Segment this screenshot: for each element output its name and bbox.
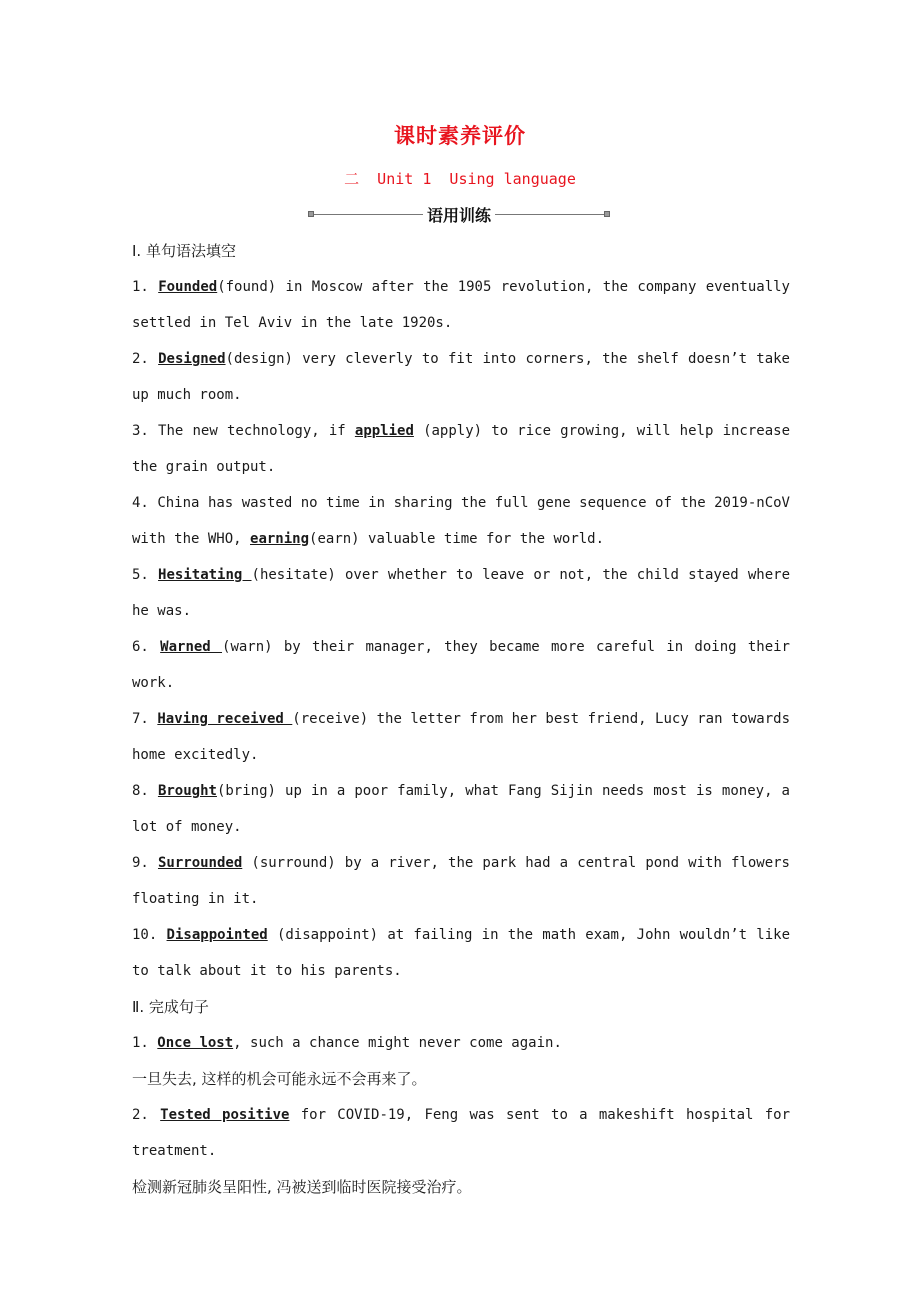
sentence-rest: for COVID-19, Feng was sent to a makeshift hospital for treatment. (132, 1107, 791, 1159)
question-number: 3. (132, 423, 149, 439)
sentence-2 (132, 1097, 790, 1169)
hint: (earn) (309, 531, 360, 547)
section-banner (308, 202, 610, 226)
question-6 (132, 629, 790, 701)
question-4 (132, 485, 790, 557)
question-number: 5. (132, 567, 149, 583)
sentence-rest: by their manager, they became more careful in doing their work. (132, 639, 790, 691)
hint: (warn) (222, 639, 273, 655)
question-9 (132, 845, 790, 917)
sentence-rest: , such a chance might never come again. (233, 1035, 562, 1051)
answer-blank: Once lost (157, 1035, 234, 1051)
hint: (hesitate) (251, 567, 336, 583)
hint: (bring) (216, 783, 276, 799)
hint: (disappoint) (267, 927, 379, 943)
answer-blank: Surrounded (157, 855, 243, 871)
question-1 (132, 269, 790, 341)
section2-heading: Ⅱ. 完成句子 (132, 998, 209, 1016)
answer-blank: Hesitating (158, 567, 252, 583)
answer-blank: applied (354, 423, 414, 439)
question-5 (132, 557, 790, 629)
answer-blank: earning (250, 531, 310, 547)
answer-blank: Disappointed (166, 927, 268, 943)
banner-right-line (495, 214, 604, 215)
question-number: 10. (132, 927, 158, 943)
sentence-1 (132, 1025, 790, 1061)
answer-blank: Having received (157, 711, 293, 727)
banner-label: 语用训练 (427, 205, 492, 225)
hint: (found) (217, 279, 277, 295)
hint: (apply) (413, 423, 483, 439)
question-3 (132, 413, 790, 485)
question-number: 9. (132, 855, 149, 871)
banner-left-line (314, 214, 423, 215)
question-8 (132, 773, 790, 845)
answer-blank: Warned (160, 639, 223, 655)
question-number: 8. (132, 783, 149, 799)
sentence-rest: up in a poor family, what Fang Sijin needs most is money, a lot of money. (132, 783, 790, 835)
question-number: 6. (132, 639, 149, 655)
sentence-rest: to rice growing, will help increase the grain output. (132, 423, 790, 475)
question-number: 1. (132, 1035, 149, 1051)
question-number: 4. (132, 495, 149, 511)
sentence-pre: China has wasted no time in sharing the full gene sequence of the 2019-nCoV with the WHO, (132, 495, 790, 547)
page-title: 课时素养评价 (394, 124, 526, 148)
sentence-rest: very cleverly to fit into corners, the shelf doesn’t take up much room. (132, 351, 790, 403)
banner-right-dot (604, 211, 610, 217)
sentence-pre: The new technology, if (158, 423, 355, 439)
sentence-rest: by a river, the park had a central pond with flowers floating in it. (132, 855, 790, 907)
question-10 (132, 917, 790, 989)
hint: (receive) (292, 711, 369, 727)
sentence-rest: the letter from her best friend, Lucy ran towards home excitedly. (132, 711, 791, 763)
answer-blank: Brought (157, 783, 217, 799)
unit-subtitle: 二 Unit 1 Using language (344, 170, 576, 188)
question-7 (132, 701, 790, 773)
answer-blank: Tested positive (160, 1107, 290, 1123)
sentence-rest: over whether to leave or not, the child stayed where he was. (132, 567, 790, 619)
answer-blank: Designed (158, 351, 226, 367)
section1-heading: Ⅰ. 单句语法填空 (132, 242, 236, 260)
question-2 (132, 341, 790, 413)
question-number: 2. (132, 1107, 149, 1123)
question-number: 7. (132, 711, 149, 727)
question-number: 2. (132, 351, 149, 367)
exercise-content (132, 233, 790, 1205)
sentence-rest: in Moscow after the 1905 revolution, the company eventually settled in Tel Aviv in the late 1920s. (132, 279, 790, 331)
sentence-1-translation: 一旦失去, 这样的机会可能永远不会再来了。 (132, 1070, 427, 1088)
question-number: 1. (132, 279, 149, 295)
sentence-rest: valuable time for the world. (359, 531, 605, 547)
hint: (design) (225, 351, 293, 367)
sentence-rest: at failing in the math exam, John wouldn’t like to talk about it to his parents. (132, 927, 790, 979)
sentence-2-translation: 检测新冠肺炎呈阳性, 冯被送到临时医院接受治疗。 (132, 1178, 472, 1196)
hint: (surround) (242, 855, 336, 871)
answer-blank: Founded (158, 279, 218, 295)
